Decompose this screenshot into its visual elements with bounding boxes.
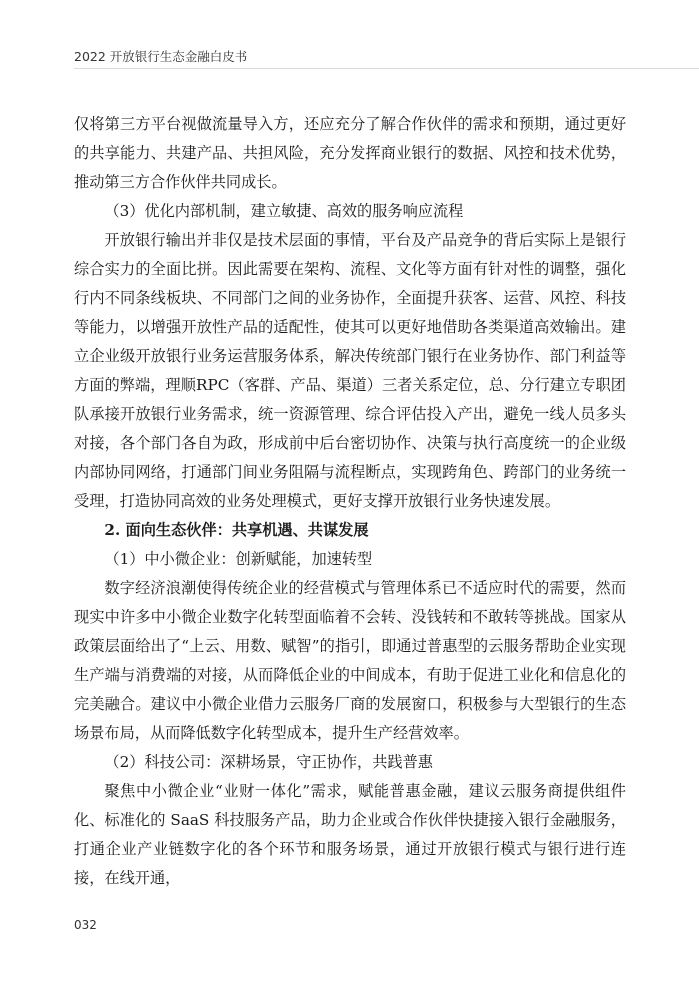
subheading-tech-companies: （2）科技公司：深耕场景，守正协作，共践普惠 — [104, 753, 433, 771]
paragraph-digital-economy: 数字经济浪潮使得传统企业的经营模式与管理体系已不适应时代的需要，然而现实中许多中小微企业数字化转型面临着不会转、没钱转和不敢转等挑战。国家从政策层面给出了“上云、用数、赋智”的指引，即通过普惠型的云服务帮助企业实现生产端与消费端的对接，从而降低企业的中间成本，有助于促进工业化和信息化的完美融合。建议中小微企业借力云服务厂商的发展窗口，积极参与大型银行的生态场景布局，从而降低数字化转型成本，提升生产经营效率。 — [74, 579, 626, 742]
paragraph-partner-growth: 仅将第三方平台视做流量导入方，还应充分了解合作伙伴的需求和预期，通过更好的共享能力、共建产品、共担风险，充分发挥商业银行的数据、风控和技术优势，推动第三方合作伙伴共同成长。 — [74, 115, 626, 191]
subheading-internal-mechanism: （3）优化内部机制，建立敏捷、高效的服务响应流程 — [104, 202, 464, 220]
page-number: 032 — [74, 918, 97, 932]
header-divider — [74, 68, 699, 69]
page-body — [74, 110, 626, 893]
paragraph-open-banking-output: 开放银行输出并非仅是技术层面的事情，平台及产品竞争的背后实际上是银行综合实力的全面比拼。因此需要在架构、流程、文化等方面有针对性的调整，强化行内不同条线板块、不同部门之间的业务协作，全面提升获客、运营、风控、科技等能力，以增强开放性产品的适配性，使其可以更好地借助各类渠道高效输出。建立企业级开放银行业务运营服务体系，解决传统部门银行在业务协作、部门利益等方面的弊端，理顺RPC（客群、产品、渠道）三者关系定位，总、分行建立专职团队承接开放银行业务需求，统一资源管理、综合评估投入产出，避免一线人员多头对接，各个部门各自为政，形成前中后台密切协作、决策与执行高度统一的企业级内部协同网络，打通部门间业务阻隔与流程断点，实现跨角色、跨部门的业务统一受理，打造协同高效的业务处理模式，更好支撑开放银行业务快速发展。 — [74, 231, 626, 510]
paragraph-saas-services: 聚焦中小微企业“业财一体化”需求，赋能普惠金融，建议云服务商提供组件化、标准化的 SaaS 科技服务产品，助力企业或合作伙伴快捷接入银行金融服务，打通企业产业链数字化的各个环节和服务场景，通过开放银行模式与银行进行连接，在线开通， — [74, 782, 626, 887]
running-header: 2022 开放银行生态金融白皮书 — [74, 49, 248, 64]
section-heading-ecosystem-partners: 2. 面向生态伙伴：共享机遇、共谋发展 — [104, 521, 369, 539]
subheading-sme: （1）中小微企业：创新赋能，加速转型 — [104, 550, 373, 568]
